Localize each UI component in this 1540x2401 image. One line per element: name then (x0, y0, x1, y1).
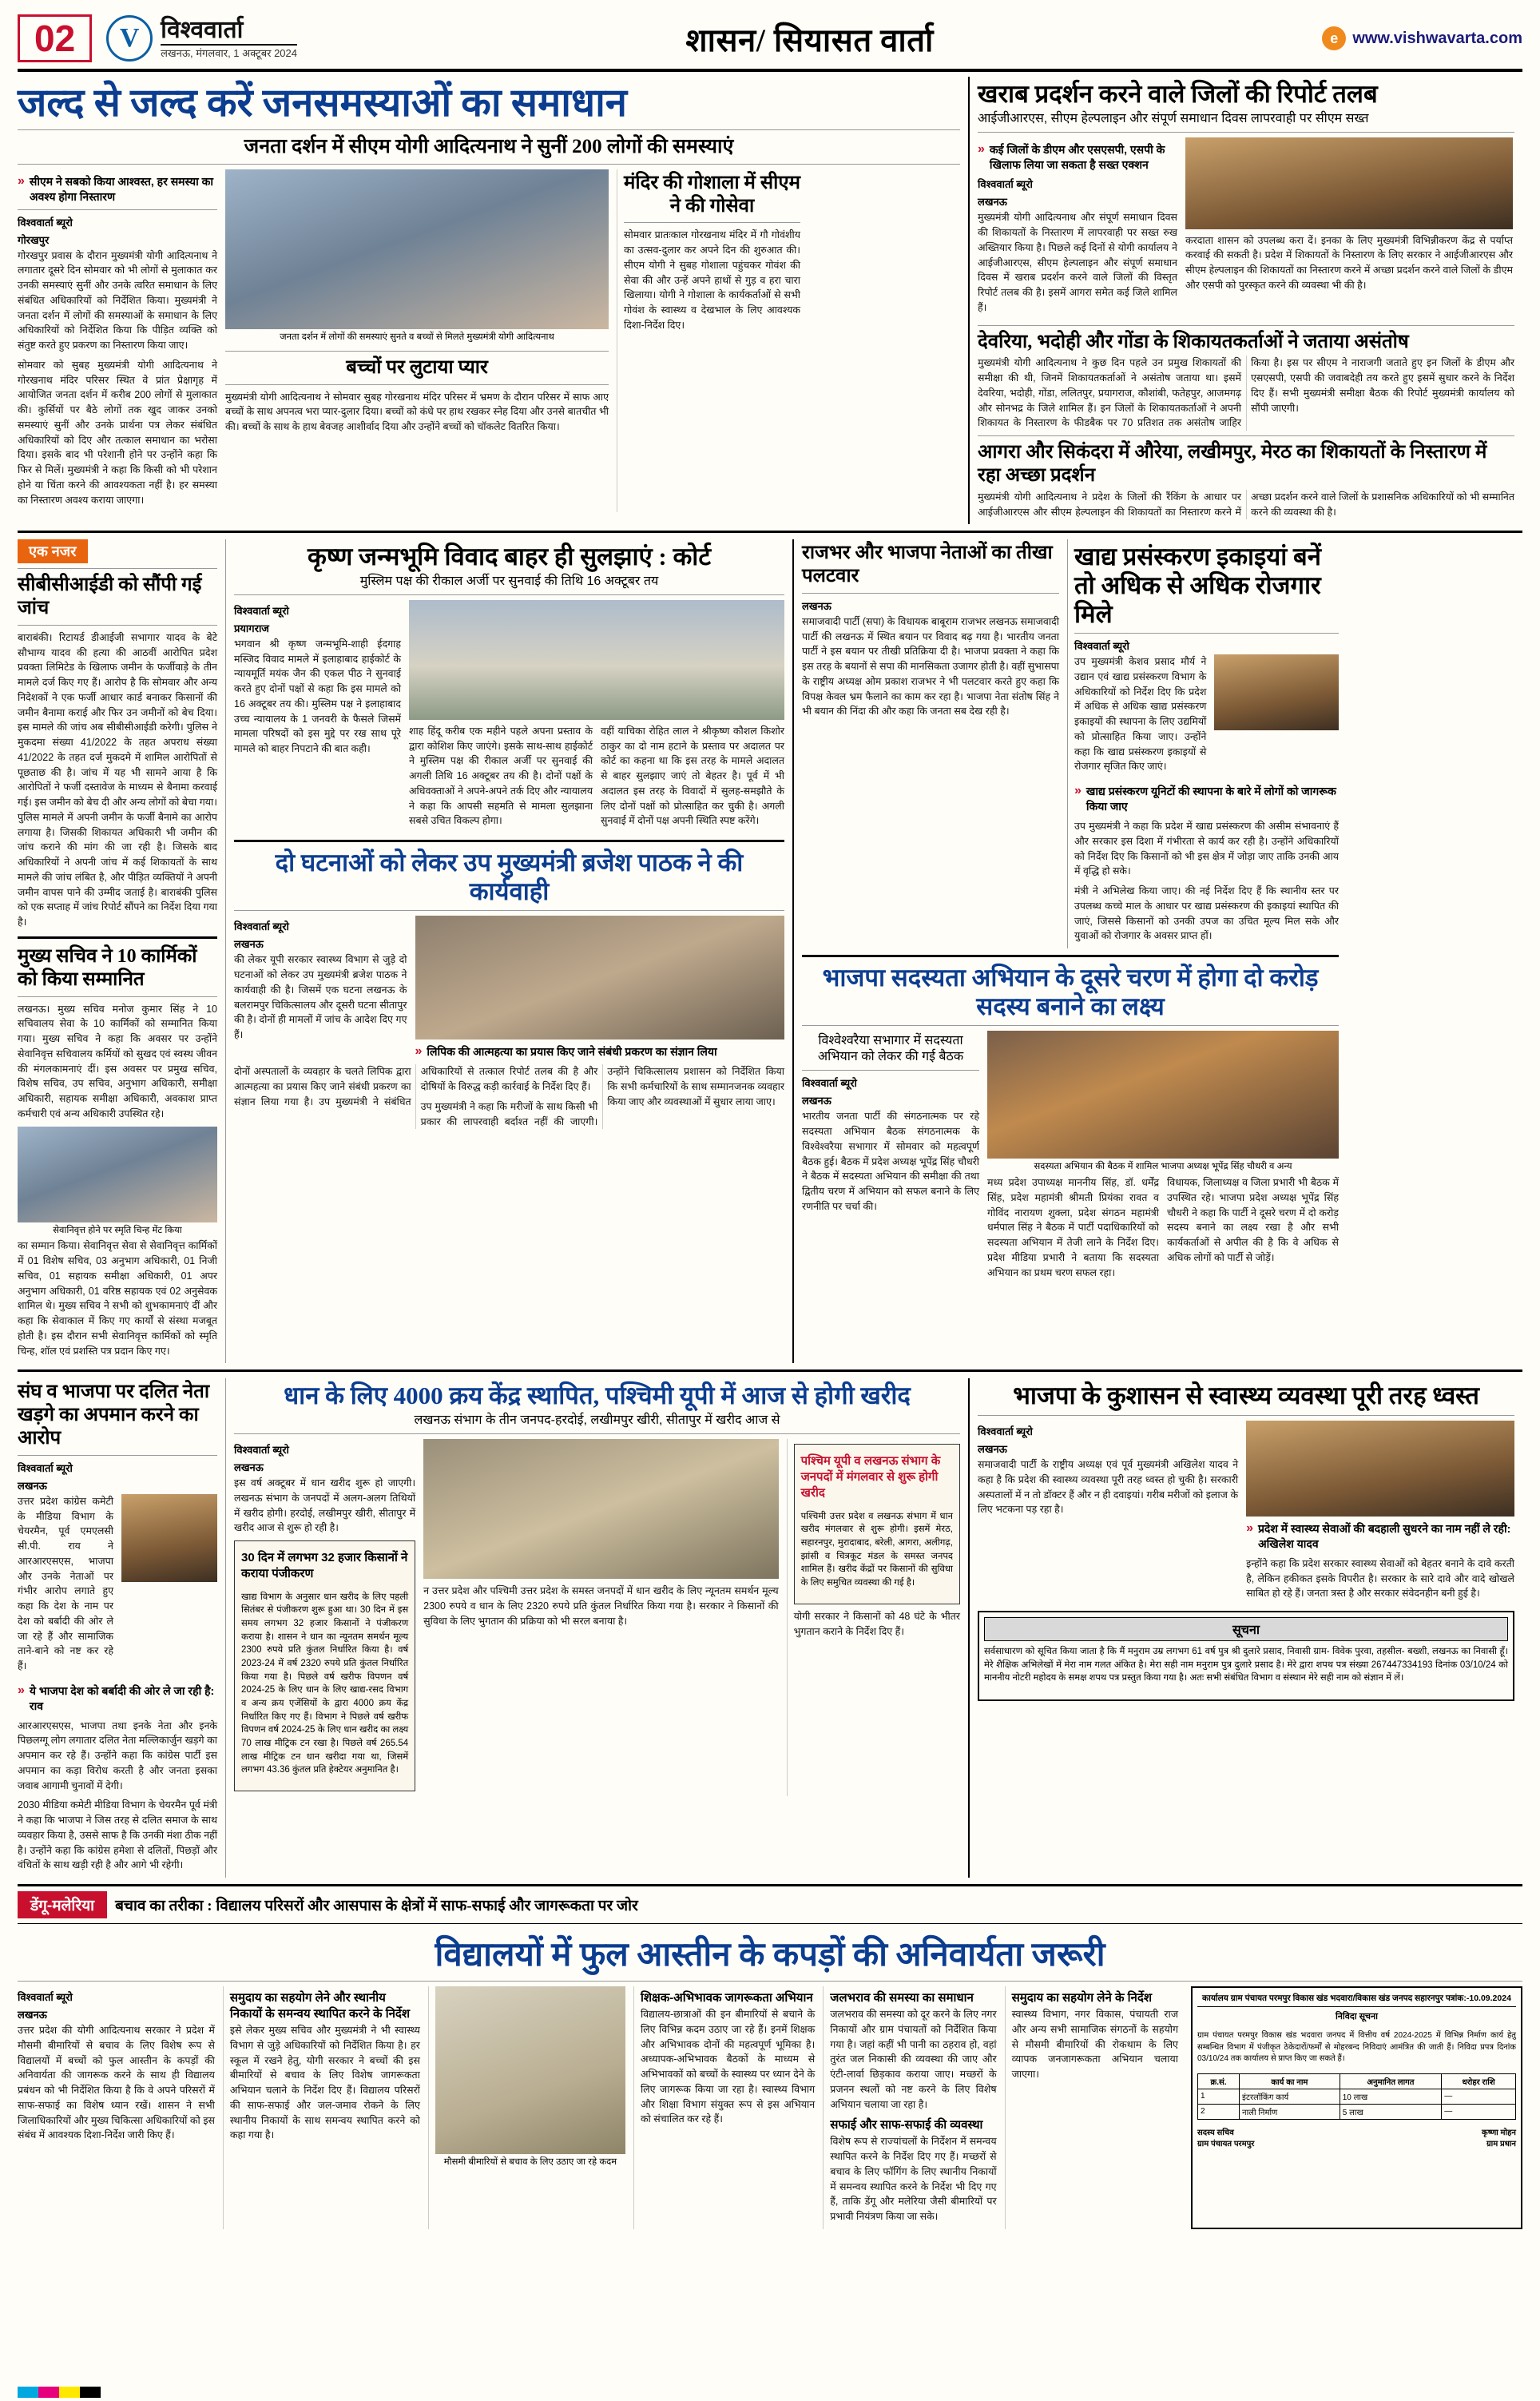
kharge-dateline: लखनऊ (18, 1479, 47, 1492)
paddy-registration-box (234, 1540, 415, 1791)
secondary-deck: आईजीआरएस, सीएम हेल्पलाइन और संपूर्ण समाधान दिवस लापरवाही पर सीएम सख्त (978, 111, 1369, 125)
pathak-headline: दो घटनाओं को लेकर उप मुख्यमंत्री ब्रजेश पाठक ने की कार्यवाही (275, 849, 744, 905)
secondary-story (968, 77, 1514, 524)
gov-cell-1-2: 5 लाख (1340, 2104, 1441, 2119)
logo-icon: V (106, 15, 153, 62)
court-para-1: भगवान श्री कृष्ण जन्मभूमि-शाही ईदगाह मस्जिद विवाद मामले में इलाहाबाद हाईकोर्ट के न्यायमूर्ति मयंक जैन की एकल पीठ ने सुनवाई करते हुए दोनों पक्षों से कहा कि इस मामले को 16 अक्टूबर तय की। मुस्लिम पक्ष ने इलाहाबाद उच्च न्यायालय के 1 जनवरी के फैसले जिसमें मामला परिषदों को इस मुद्दे पर रख साथ पूरे मामले को बाहर निपटाने की बात कही। (234, 638, 401, 755)
gaushala-body: सोमवार प्रातःकाल गोरखनाथ मंदिर में गौ गोवंशीय का उत्सव-दुलार कर अपने दिन की शुरुआत की। सीएम योगी ने सुबह गोशाला पहुंचकर गोवंश की सेवा की और उन्हें अपने हाथों से गुड़ व हरा चारा खिलाया। योगी ने गोशाला के कार्यकर्ताओं से सभी गोवंश के स्वास्थ्य व देखभाल के लिए आवश्यक दिशा-निर्देश दिए। (624, 229, 800, 331)
membership-dateline: लखनऊ (802, 1095, 832, 1107)
secondary-dateline: लखनऊ (978, 196, 1007, 209)
lead-story (18, 77, 960, 524)
gov-sign-left-2: ग्राम पंचायत परमपुर (1197, 2139, 1255, 2149)
pathak-dateline: लखनऊ (234, 938, 264, 951)
ek-nazar-tag: एक नजर (18, 539, 88, 563)
lead-photo-caption: जनता दर्शन में लोगों की समस्याएं सुनते व बच्चों से मिलते मुख्यमंत्री योगी आदित्यनाथ (280, 332, 554, 342)
secondary-byline: विश्ववार्ता ब्यूरो (978, 178, 1033, 191)
cmyk-black (80, 2387, 101, 2398)
food-pullquote-text: खाद्य प्रसंस्करण यूनिटों की स्थापना के बारे में लोगों को जागरूक किया जाए (1086, 785, 1336, 813)
kharge-byline: विश्ववार्ता ब्यूरो (18, 1461, 73, 1474)
chevron-icon: » (18, 1683, 25, 1697)
gov-cell-1-3: — (1442, 2104, 1516, 2119)
membership-caption: सदस्यता अभियान की बैठक में शामिल भाजपा अध्यक्ष भूपेंद्र सिंह चौधरी व अन्य (1034, 1162, 1292, 1172)
chief-secretary-photo (18, 1127, 217, 1222)
chevron-icon: » (415, 1044, 423, 1059)
right-lower-column (968, 1378, 1514, 1878)
health-byline: विश्ववार्ता ब्यूरो (978, 1425, 1033, 1438)
gov-cell-0-2: 10 लाख (1340, 2089, 1441, 2104)
table-row (1197, 2089, 1515, 2104)
gov-cell-0-0: 1 (1197, 2089, 1239, 2104)
dengue-col-2 (223, 1986, 420, 2229)
membership-headline: भाजपा सदस्यता अभियान के दूसरे चरण में होगा दो करोड़ सदस्य बनाने का लक्ष्य (822, 964, 1319, 1020)
paddy-reg-text: खाद्य विभाग के अनुसार धान खरीद के लिए पहली सितंबर से पंजीकरण शुरू हुआ था। 30 दिन में इस समय लगभग 32 हजार किसानों ने पंजीकरण कराया है। शासन ने धान का न्यूनतम समर्थन मूल्य 2300 रुपये प्रति कुंतल निर्धारित किया है। वर्ष 2023-24 में वर्ष 2320 रुपये प्रति कुंतल निर्धारित किया गया है। पिछले वर्ष खरीफ विपणन वर्ष 2024-25 के लिए धान के लिए खाद्य-रसद विभाग व अन्य क्रय एजेंसियों के द्वारा 4000 क्रय केंद्र निर्धारित किए गए हैं। विभाग ने पिछले वर्ष खरीफ विपणन वर्ष 2024-25 के लिए धान खरीद का लक्ष्य 70 लाख मीट्रिक टन रखा है। पिछले वर्ष 265.54 लाख मीट्रिक टन धान खरीदा गया था, जिसमें लगभग 43.36 कुंतल प्रति हेक्टेयर अनुमानित है। (241, 1592, 409, 1775)
chevron-icon: » (1246, 1521, 1253, 1536)
paddy-headline: धान के लिए 4000 क्रय केंद्र स्थापित, पश्चिमी यूपी में आज से होगी खरीद (284, 1381, 911, 1410)
children-box-headline: बच्चों पर लुटाया प्यार (346, 356, 488, 378)
food-byline: विश्ववार्ता ब्यूरो (1074, 640, 1129, 653)
court-story (225, 539, 784, 1363)
page-number: 02 (18, 14, 92, 62)
lead-dateline: गोरखपुर (18, 233, 50, 246)
secondary-para-2: करदाता शासन को उपलब्ध करा दें। इनका के लिए मुख्यमंत्री विभिन्नीकरण केंद्र से पर्याप्त करवाई की सकती है। प्रदेश में शिकायतों के निस्तारण के लिए सरकार ने आईजीआरएस और सीएम हेल्पलाइन की शिकायतों का निस्तारण करने में अच्छा प्रदर्शन करने वाले जिलों के डीएम और एसपी को पुरस्कृत करने की व्यवस्था भी की है। (1185, 234, 1513, 291)
lead-photo (225, 169, 609, 329)
gov-sign-right: कृष्णा मोहन (1482, 2128, 1516, 2137)
dengue-col-1 (18, 1986, 215, 2229)
public-notice (978, 1611, 1514, 1701)
food-photo (1214, 654, 1339, 730)
lead-pullquote-text: सीएम ने सबको किया आश्वस्त, हर समस्या का अवश्य होगा निस्तारण (29, 174, 213, 203)
dengue-col4-head: जलभराव की समस्या का समाधान (830, 1991, 974, 2005)
kharge-para-2: आरआरएसएस, भाजपा तथा इनके नेता और इनके पिछलग्गू लोग लगातार दलित नेता मल्लिकार्जुन खड़गे का अपमान कर रहे हैं। उन्होंने कहा कि कांग्रेस पार्टी इस अपमान का कड़ा विरोध करती है और जनता इसका जवाब आगामी चुनावों में देगी। (18, 1719, 217, 1791)
gov-cell-0-3: — (1442, 2089, 1516, 2104)
dengue-section-bar (18, 1884, 1522, 1924)
lead-byline: विश्ववार्ता ब्यूरो (18, 216, 73, 229)
health-pullquote (1246, 1521, 1514, 1552)
lead-headline: जल्द से जल्द करें जनसमस्याओं का समाधान (18, 81, 627, 125)
pathak-para-1: की लेकर यूपी सरकार स्वास्थ्य विभाग से जुड़े दो घटनाओं को लेकर उप मुख्यमंत्री ब्रजेश पाठक ने कार्यवाही की है। जिसमें एक घटना लखनऊ के बलरामपुर चिकित्सालय और दूसरी घटना सीतापुर की है। दोनों ही मामलों में जांच के आदेश दिए गए हैं। (234, 954, 407, 1041)
court-headline: कृष्ण जन्मभूमि विवाद बाहर ही सुलझाएं : कोर्ट (308, 543, 711, 571)
dengue-bar-text: बचाव का तरीका : विद्यालय परिसरों और आसपास के क्षेत्रों में साफ-सफाई और जागरूकता पर जोर (115, 1898, 638, 1915)
membership-byline: विश्ववार्ता ब्यूरो (802, 1077, 857, 1090)
paddy-dateline: लखनऊ (234, 1461, 264, 1474)
mosquito-photo (435, 1986, 625, 2154)
membership-photo (987, 1031, 1339, 1159)
secondary-photo (1185, 137, 1513, 229)
kharge-pullquote (18, 1683, 217, 1714)
pathak-pullquote (415, 1044, 785, 1059)
court-deck: मुस्लिम पक्ष की रीकाल अर्जी पर सुनवाई की तिथि 16 अक्टूबर तय (359, 574, 659, 588)
pathak-byline: विश्ववार्ता ब्यूरो (234, 920, 289, 933)
gov-notice-header-2: पत्रांक:-10.09.2024 (1445, 1994, 1511, 2004)
paddy-byline: विश्ववार्ता ब्यूरो (234, 1444, 289, 1457)
food-para-3: मंत्री ने अभिलेख किया जाए। की नई निर्देश दिए हैं कि स्थानीय स्तर पर उपलब्ध कच्चे माल के आधार पर खाद्य प्रसंस्करण की इकाइयां स्थापित की जाएं, जिससे किसानों को उनकी उपज का उचित मूल्य मिल सके और युवाओं को रोजगार के अवसर प्राप्त हों। (1074, 885, 1339, 942)
cmyk-cyan (18, 2387, 38, 2398)
health-para-2: इन्होंने कहा कि प्रदेश सरकार स्वास्थ्य सेवाओं को बेहतर बनाने के दावे करती है, लेकिन हकीकत इसके विपरीत है। सरकार के सारे दावे और वादे खोखले साबित हो रहे हैं। जनता त्रस्त है और सरकार संवेदनहीन बनी हुई है। (1246, 1557, 1514, 1600)
dengue-col6-head: सफाई और साफ-सफाई की व्यवस्था (830, 2118, 983, 2133)
dengue-zone (18, 1986, 1522, 2229)
dengue-col2-head: समुदाय का सहयोग लेने और स्थानीय निकायों के समन्वय स्थापित करने के निर्देश (229, 1991, 411, 2021)
lower-zone (18, 1378, 1522, 1878)
paddy-lead-para: इस वर्ष अक्टूबर में धान खरीद शुरू हो जाएगी। लखनऊ संभाग के जनपदों में अलग-अलग तिथियों में खरीद होगी। हरदोई, लखीमपुर खीरी, सीतापुर में खरीद आज से शुरू हो रही है। (234, 1477, 416, 1534)
chief-secretary-body-2: का सम्मान किया। सेवानिवृत्त सेवा से सेवानिवृत्त कार्मिकों में 01 विशेष सचिव, 03 अनुभाग अधिकारी, 01 निजी सचिव, 01 सहायक समीक्षा अधिकारी, 01 अपर अनुभाग अधिकारी, 01 वरिष्ठ सहायक एवं 02 अनुसेवक शामिल थे। मुख्य सचिव ने सभी को शुभकामनाएं दीं और कहा कि सेवाकाल में किए गए कार्यों से संस्था मजबूत होती है। इस दौरान सभी सेवानिवृत्त कार्मिकों को स्मृति चिन्ह, शॉल एवं प्रशस्ति पत्र प्रदान किए गए। (18, 1240, 217, 1357)
health-para-1: समाजवादी पार्टी के राष्ट्रीय अध्यक्ष एवं पूर्व मुख्यमंत्री अखिलेश यादव ने कहा है कि प्रदेश की स्वास्थ्य व्यवस्था पूरी तरह ध्वस्त हो चुकी है। सरकारी अस्पतालों में न तो डॉक्टर हैं और न ही दवाइयां। गरीब मरीजों को इलाज के लिए भटकना पड़ रहा है। (978, 1459, 1239, 1516)
gov-cell-1-0: 2 (1197, 2104, 1239, 2119)
dengue-col2-body: इसे लेकर मुख्य सचिव और मुख्यमंत्री ने भी स्वास्थ्य विभाग से जुड़े अधिकारियों को निर्देशित किया है। हर स्कूल में रखने हेतु, योगी सरकार ने बच्चों की इस बीमारियों से बचाव के लिए विशेष जागरूकता अभियान चलाने के निर्देश दिए हैं। विद्यालय परिसरों की साफ-सफाई और जल-जमाव रोकने के लिए स्थानीय निकायों के साथ समन्वय स्थापित करने को कहा गया है। (229, 2025, 420, 2141)
paddy-reg-head: 30 दिन में लगभग 32 हजार किसानों ने कराया पंजीकरण (241, 1551, 408, 1581)
gov-th-2: अनुमानित लागत (1340, 2073, 1441, 2089)
dengue-col6-body: विशेष रूप से राज्यांचलों के निर्देशन में समन्वय स्थापित करने के निर्देश दिए गए हैं। मच्छरों से बचाव के लिए फॉगिंग के लिए स्थानीय निकायों में समन्वय स्थापित करने के निर्देश भी दिए गए हैं, ताकि डेंगू और मलेरिया जैसी बीमारियों पर प्रभावी नियंत्रण किया जा सके। (830, 2136, 997, 2223)
gov-notice-table (1197, 2073, 1516, 2120)
gov-cell-1-1: नाली निर्माण (1240, 2104, 1340, 2119)
paddy-side-text: पश्चिमी उत्तर प्रदेश व लखनऊ संभाग में धान खरीद मंगलवार से शुरू होगी। इसमें मेरठ, सहारनपुर, मुरादाबाद, बरेली, आगरा, अलीगढ़, झांसी व चित्रकूट मंडल के समस्त जनपद शामिल हैं। खरीद केंद्रों पर किसानों की सुविधा के लिए समुचित व्यवस्था की गई है। (800, 1511, 953, 1588)
chief-secretary-body: लखनऊ। मुख्य सचिव मनोज कुमार सिंह ने 10 सचिवालय सेवा के 10 कार्मिकों को सम्मानित किया गया। मुख्य सचिव ने कहा कि अवसर पर उन्होंने सेवानिवृत्त सचिवालय कर्मियों को सुखद एवं स्वस्थ जीवन की मंगलकामनाएं दीं। इस अवसर पर प्रमुख सचिव, विशेष सचिव, उप सचिव, अनुभाग अधिकारी, समीक्षा अधिकारी, सहायक समीक्षा अधिकारी, अवकाश प्राप्त कर्मचारी एवं अन्य अधिकारी उपस्थित रहे। (18, 1003, 217, 1119)
lead-para-2: सोमवार को सुबह मुख्यमंत्री योगी आदित्यनाथ ने गोरखनाथ मंदिर परिसर स्थित वे प्रांत प्रेक्षागृह में आयोजित जनता दर्शन में करीब 200 लोगों से मुलाकात की। कुर्सियों पर बैठे लोगों तक खुद जाकर उनको समस्याएं सुनीं और उनके प्रार्थना पत्र लेकर संबंधित अधिकारियों को दिए और तत्काल समाधान का भरोसा दिया। इसके बाद भी परेशानी होने पर उन्होंने कहा कि फिर से मिलें। मुख्यमंत्री ने कहा कि किसी को भी परेशान होने या चिंता करने की आवश्यकता नहीं है। हर समस्या का निस्तारण अवश्य कराया जाएगा। (18, 359, 217, 506)
dengue-col-5 (1005, 1986, 1178, 2229)
website-url: www.vishwavarta.com (1352, 29, 1522, 47)
rajbhar-body: समाजवादी पार्टी (सपा) के विधायक बाबूराम राजभर लखनऊ समाजवादी पार्टी की लखनऊ में स्थित बयान पर विवाद बढ़ गया है। भारतीय जनता पार्टी ने इस बयान पर तीखी प्रतिक्रिया दी है। भाजपा प्रवक्ता ने कहा कि इस तरह के बयानों से सपा की मानसिकता उजागर होती है। वहीं सुभासपा के राष्ट्रीय अध्यक्ष ओम प्रकाश राजभर ने भी पलटवार करते हुए कहा कि विपक्ष केवल भ्रम फैलाने का काम कर रहा है। भाजपा नेता संतोष सिंह ने भी बयान की निंदा की और कहा कि जनता सब देख रही है। (802, 615, 1059, 718)
dengue-col5-head: समुदाय का सहयोग लेने के निर्देश (1011, 1991, 1153, 2005)
dengue-col3-body: विद्यालय-छात्राओं की इन बीमारियों से बचाने के लिए विभिन्न कदम उठाए जा रहे हैं। इनमें शिक्षक और अभिभावक दोनों की महत्वपूर्ण भूमिका है। अध्यापक-अभिभावक बैठकों के माध्यम से अभिभावकों को बच्चों के स्वास्थ्य पर ध्यान देने के लिए जागरूक किया जा रहा है। स्वास्थ्य विभाग और शिक्षा विभाग संयुक्त रूप से इस अभियान को संचालित कर रहे हैं। (640, 2009, 816, 2125)
secondary-para-1: मुख्यमंत्री योगी आदित्यनाथ और संपूर्ण समाधान दिवस की शिकायतों के निस्तारण में लापरवाही पर सख्त रुख अख्तियार किया है। पिछले कई दिनों से योगी कार्यालय ने आईजीआरएस, सीएम हेल्पलाइन और संपूर्ण समाधान दिवस में खराब प्रदर्शन करने वाले जिलों की विस्तृत रिपोर्ट तलब की है। इसमें आगरा समेत कई जिले शामिल हैं। (978, 212, 1177, 313)
rajbhar-head: राजभर और भाजपा नेताओं का तीखा पलटवार (802, 543, 1053, 587)
publication-name: विश्ववार्ता (161, 18, 297, 46)
cmyk-yellow (59, 2387, 80, 2398)
membership-deck: विश्वेश्वरैया सभागार में सदस्यता अभियान को लेकर की गई बैठक (817, 1034, 964, 1064)
publication-logo (106, 15, 297, 62)
sub-item-0-head: देवरिया, भदोही और गोंडा के शिकायतकर्ताओं ने जताया असंतोष (978, 331, 1409, 352)
paddy-side-box (794, 1444, 960, 1604)
court-byline: विश्ववार्ता ब्यूरो (234, 604, 289, 617)
publication-dateline: लखनऊ, मंगलवार, 1 अक्टूबर 2024 (161, 47, 297, 60)
paddy-deck: लखनऊ संभाग के तीन जनपद-हरदोई, लखीमपुर खीरी, सीतापुर में खरीद आज से (414, 1413, 780, 1428)
court-para-2: शाह हिंदू करीब एक महीने पहले अपना प्रस्ताव के द्वारा कोशिश किए जाएंगे। इसके साथ-साथ हाईकोर्ट ने मुस्लिम पक्ष की रीकाल अर्जी पर सुनवाई की अगली तिथि 16 अक्टूबर तय की है। दोनों पक्षों के अधिवक्ताओं ने अपने-अपने तर्क दिए और न्यायालय ने कहा कि आपसी सहमति से मामला सुलझाना सबसे उचित विकल्प होगा। (409, 725, 593, 827)
kharge-para-3: 2030 मीडिया कमेटी मीडिया विभाग के चेयरमैन पूर्व मंत्री ने कहा कि भाजपा ने जिस तरह से दलित समाज के साथ व्यवहार किया है, उससे साफ है कि उनकी मंशा ठीक नहीं है। उन्होंने कहा कि कांग्रेस हमेशा से दलितों, पिछड़ों और वंचितों के साथ खड़ी रही है और आगे भी रहेगी। (18, 1799, 217, 1871)
pathak-pullquote-text: लिपिक की आत्महत्या का प्रयास किए जाने संबंधी प्रकरण का संज्ञान लिया (427, 1045, 717, 1059)
pathak-photo (415, 916, 785, 1040)
gov-th-1: कार्य का नाम (1240, 2073, 1340, 2089)
paddy-story (225, 1378, 960, 1878)
gov-notice-title: निविदा सूचना (1335, 2012, 1378, 2022)
gov-notice-header-1: कार्यालय ग्राम पंचायत परमपुर विकास खंड भदवारा/विकास खंड जनपद सहारनपुर (1202, 1994, 1443, 2004)
dengue-col4-body: जलभराव की समस्या को दूर करने के लिए नगर निकायों और ग्राम पंचायतों को निर्देशित किया गया है। जहां कहीं भी पानी का ठहराव हो, वहां तुरंत जल निकासी की व्यवस्था की जाए और एंटी-लार्वा छिड़काव कराया जाए। मच्छरों के प्रजनन स्थलों को नष्ट करने के लिए विशेष अभियान चलाया जा रहा है। (830, 2009, 997, 2110)
gov-sign-left: सदस्य सचिव (1197, 2128, 1234, 2137)
cmyk-magenta (38, 2387, 59, 2398)
lead-pullquote (18, 174, 217, 205)
gov-cell-0-1: इंटरलॉकिंग कार्य (1240, 2089, 1340, 2104)
gov-notice-body: ग्राम पंचायत परमपुर विकास खंड भदवारा जनपद में वित्तीय वर्ष 2024-2025 में विभिन्न निर्माण कार्य हेतु सम्बन्धित विभाग में पंजीकृत ठेकेदारों/फर्मों से मोहरबन्द निविदाएं आमंत्रित की जाती हैं। निविदा प्रपत्र दिनांक 03/10/24 तक कार्यालय से प्राप्त किए जा सकते हैं। (1197, 2031, 1516, 2064)
secondary-headline: खराब प्रदर्शन करने वाले जिलों की रिपोर्ट तलब (978, 80, 1378, 108)
chief-secretary-headline: मुख्य सचिव ने 10 कार्मिकों को किया सम्मानित (18, 945, 197, 990)
paddy-footer-note: योगी सरकार ने किसानों को 48 घंटे के भीतर भुगतान कराने के निर्देश दिए हैं। (793, 1611, 960, 1637)
chevron-icon: » (18, 173, 25, 188)
pathak-para-3: उप मुख्यमंत्री ने कहा कि मरीजों के साथ किसी भी प्रकार की लापरवाही बर्दाश्त नहीं की जाएगी। उन्होंने चिकित्सालय प्रशासन को निर्देशित किया कि सभी कर्मचारियों के साथ सम्मानजनक व्यवहार किया जाए और व्यवस्थाओं में सुधार लाया जाए। (420, 1066, 784, 1127)
gov-th-3: धरोहर राशि (1442, 2073, 1516, 2089)
top-zone (18, 77, 1522, 524)
dengue-photo-col (428, 1986, 625, 2229)
dengue-tag: डेंगू-मलेरिया (18, 1891, 107, 1918)
cmyk-registration-bar (18, 2387, 101, 2398)
kharge-story (18, 1378, 217, 1878)
health-headline: भाजपा के कुशासन से स्वास्थ्य व्यवस्था पूरी तरह ध्वस्त (1013, 1381, 1479, 1410)
chief-secretary-caption: सेवानिवृत्त होने पर स्मृति चिन्ह मेंट किया (53, 1225, 182, 1235)
membership-para-1: भारतीय जनता पार्टी की संगठनात्मक पर रहे सदस्यता अभियान बैठक संगठनात्मक के विश्वेश्वरैया सभागार में सोमवार को महत्वपूर्ण बैठक हुई। बैठक में प्रदेश अध्यक्ष भूपेंद्र सिंह चौधरी ने बैठक में सदस्यता अभियान की समीक्षा की तथा द्वितीय चरण में अभियान को सफल बनाने के लिए रणनीति पर चर्चा की। (802, 1111, 979, 1212)
website-link[interactable] (1322, 26, 1522, 50)
middle-zone (18, 539, 1522, 1363)
secondary-pullquote-text: कई जिलों के डीएम और एसएसपी, एसपी के खिलाफ लिया जा सकता है सख्त एक्शन (989, 142, 1165, 171)
gov-th-0: क्र.सं. (1197, 2073, 1239, 2089)
kharge-photo (121, 1494, 217, 1582)
dengue-para-1: उत्तर प्रदेश की योगी आदित्यनाथ सरकार ने प्रदेश में मौसमी बीमारियों से बचाव के लिए विशेष रूप से विद्यालयों में बच्चों को फुल आस्तीन के कपड़ों की अनिवार्यता की जागरूक करने के साथ ही विद्यालय प्रबंधन को भी निर्देशित किया है कि वे अपने परिसरों में साफ-सफाई का विशेष ध्यान रखें। शासन ने सभी जिलाधिकारियों और मुख्य चिकित्सा अधिकारियों को इस संबंध में आवश्यक दिशा-निर्देश जारी किए हैं। (18, 2025, 215, 2141)
dengue-dateline: लखनऊ (18, 2009, 47, 2021)
dengue-col-4 (823, 1986, 996, 2229)
pathak-para-2: दोनों अस्पतालों के व्यवहार के चलते लिपिक द्वारा आत्महत्या का प्रयास किए जाने संबंधी प्रकरण का संज्ञान लिया गया है। उप मुख्यमंत्री ने संबंधित अधिकारियों से तत्काल रिपोर्ट तलब की है और दोषियों के विरुद्ध कड़ी कार्रवाई के निर्देश दिए हैं। (234, 1066, 598, 1107)
ek-nazar-body: बाराबंकी। रिटायर्ड डीआईजी सभागार यादव के बेटे सौभाग्य यादव की हत्या की आठवीं आरोपित प्रदेश प्रवक्ता लिमिटेड के खिलाफ जमीन के फर्जीवाड़े के तीन मामले दर्ज किए गए हैं। आरोप है कि सोमवार और अन्य निदेशकों ने एक फर्जी आधार कार्ड बनाकर किसानों की जमीन बैनामा कराई और फिर उन जमीनों को बेच दिया। इस मामले की जांच अब सीबीसीआईडी करेगी। पुलिस ने मुकदमा संख्या 41/2022 के तहत अपराध संख्या 41/2022 के तहत दर्ज मुकदमे में शामिल आरोपितों से पूछताछ की है। जांच में यह भी सामने आया है कि आरोपितों ने फर्जी दस्तावेज के माध्यम से बैनामा करवाई गई। इस जमीन को बेच दी और अन्य लोगों को बेचा गया। पुलिस मामले में अपनी जमीन के फर्जी बैनामे का आरोप लगाया है। जिसकी शिकायत अधिकारी भी जमीन की जांच कराने की मांग की जा रही है। जिसके बाद अधिकारियों ने अपनी जांच में कई शिकायतों के साथ मामले की जांच लंबित है, और पीड़ित व्यक्तियों ने अपनी जमीन वापस पाने की उम्मीद जताई है। बाराबंकी पुलिस को एक सप्ताह में जांच रिपोर्ट सौंपने का निर्देश दिया गया है। (18, 631, 217, 928)
notice-text: सर्वसाधारण को सूचित किया जाता है कि मैं मनुराम उम्र लगभग 61 वर्ष पुत्र श्री दुलारे प्रसाद, निवासी ग्राम- विवेक पुरवा, तहसील- बख्शी, लखनऊ का निवासी हूँ। मेरे शैक्षिक अभिलेखों में मेरा नाम गलत अंकित है। मेरा सही नाम मनुराम पुत्र दुलारे प्रसाद है। मेरे द्वारा शपथ पत्र संख्या 267447334193 दिनांक 03/10/24 को माननीय नोटरी महोदय के समक्ष शपथ पत्र प्रस्तुत किया गया है। अतः सभी संबंधित विभाग व संस्थान मेरे सही नाम को संज्ञान में लें। (984, 1647, 1508, 1683)
health-pullquote-text: प्रदेश में स्वास्थ्य सेवाओं की बदहाली सुधरने का नाम नहीं ले रही: अखिलेश यादव (1257, 1522, 1511, 1550)
sub-item-1-head: आगरा और सिकंदरा में औरेया, लखीमपुर, मेरठ का शिकायतों के निस्तारण में रहा अच्छा प्रदर्शन (978, 442, 1487, 487)
paddy-photo (423, 1439, 778, 1579)
paddy-side-head: पश्चिम यूपी व लखनऊ संभाग के जनपदों में मंगलवार से शुरू होगी खरीद (800, 1454, 941, 1501)
food-pullquote (1074, 784, 1339, 814)
membership-para-2: मध्य प्रदेश उपाध्यक्ष माननीय सिंह, डॉ. धर्मेंद्र सिंह, प्रदेश महामंत्री श्रीमती प्रियंका रावत व गोविंद नारायण शुक्ला, प्रदेश संगठन महामंत्री धर्मपाल सिंह ने बैठक में पार्टी पदाधिकारियों को सदस्यता अभियान में तेजी लाने के निर्देश दिए। प्रदेश मीडिया प्रभारी ने बताया कि सदस्यता अभियान का प्रथम चरण सफल रहा। (987, 1177, 1159, 1278)
mosquito-caption: मौसमी बीमारियों से बचाव के लिए उठाए जा रहे कदम (443, 2157, 617, 2168)
lead-subhead: जनता दर्शन में सीएम योगी आदित्यनाथ ने सुनीं 200 लोगों की समस्याएं (244, 135, 734, 157)
sub-item-0-text: मुख्यमंत्री योगी आदित्यनाथ ने कुछ दिन पहले उन प्रमुख शिकायतों की समीक्षा की थी, जिनमें शिकायतकर्ताओं ने असंतोष जताया था। इसमें देवरिया, भदोही, गोंडा, ललितपुर, प्रयागराज, कौशांबी, फतेहपुर, आजमगढ़ और सोनभद्र के जिले शामिल हैं। इन जिलों के शिकायतकर्ताओं ने अपनी शिकायत के निस्तारण के फीडबैक पर 70 प्रतिशत तक असंतोष जाहिर किया है। इस पर सीएम ने नाराजगी जताते हुए इन जिलों के डीएम और एसएसपी, एसपी की जवाबदेही तय करते हुए इसमें सुधार करने के निर्देश दिए हैं। सभी मुख्यमंत्री समीक्षा बैठक की रिपोर्ट मुख्यमंत्री कार्यालय को सौंपी जाएगी। (978, 357, 1514, 429)
sub-item-1-text: मुख्यमंत्री योगी आदित्यनाथ ने प्रदेश के जिलों की रैंकिंग के आधार पर आईजीआरएस और सीएम हेल्पलाइन की शिकायतों का निस्तारण करने में अच्छा प्रदर्शन करने वाले जिलों के प्रशासनिक अधिकारियों को भी सम्मानित करने की व्यवस्था की है। (978, 491, 1514, 518)
dengue-byline: विश्ववार्ता ब्यूरो (18, 1991, 73, 2004)
lead-para-1: गोरखपुर प्रवास के दौरान मुख्यमंत्री योगी आदित्यनाथ ने लगातार दूसरे दिन सोमवार को भी लोगों से मुलाकात कर उनकी समस्याएं सुनीं और उनके त्वरित समाधान के लिए संबंधित अधिकारियों को निर्देशित किया। मुख्यमंत्री ने जनता दर्शन में लोगों की समस्याओं के समाधान के लिए अधिकारियों को निर्देशित किया कि पीड़ित व्यक्ति को संतुष्ट करते हुए प्रकरण का निस्तारण किया जाए। (18, 249, 217, 352)
food-para-2: उप मुख्यमंत्री ने कहा कि प्रदेश में खाद्य प्रसंस्करण की असीम संभावनाएं हैं और सरकार इस दिशा में गंभीरता से कार्य कर रही है। उन्होंने अधिकारियों को निर्देश दिए कि किसानों को भी इस क्षेत्र में जोड़ा जाए ताकि उनकी आय में वृद्धि हो सके। (1074, 821, 1339, 877)
kharge-pullquote-text: ये भाजपा देश को बर्बादी की ओर ले जा रही है: राव (29, 1683, 215, 1712)
table-row (1197, 2104, 1515, 2119)
right-middle-column (792, 539, 1339, 1363)
food-headline: खाद्य प्रसंस्करण इकाइयां बनें तो अधिक से अधिक रोजगार मिले (1074, 543, 1321, 628)
notice-title: सूचना (984, 1617, 1508, 1641)
food-para-1: उप मुख्यमंत्री केशव प्रसाद मौर्य ने उद्यान एवं खाद्य प्रसंस्करण विभाग के अधिकारियों को निर्देश दिए कि प्रदेश में अधिक से अधिक खाद्य प्रसंस्करण इकाइयों की स्थापना के लिए उद्यमियों को प्रोत्साहित किया जाए। उन्होंने कहा कि खाद्य प्रसंस्करण इकाइयों से रोजगार सृजित किए जाएं। (1074, 656, 1207, 773)
gov-sign-right-2: ग्राम प्रधान (1486, 2139, 1516, 2149)
health-dateline: लखनऊ (978, 1443, 1007, 1456)
gaushala-headline: मंदिर की गोशाला में सीएम ने की गोसेवा (624, 172, 800, 217)
court-para-3: वहीं याचिका रोहित लाल ने श्रीकृष्ण कौशल किशोर ठाकुर का दो नाम हटाने के प्रस्ताव पर अदालत पर कोर्ट का कहना था कि इस तरह के मामले अदालत से बाहर सुलझाए जाएं तो बेहतर है। पूर्व में भी अदालत इस तरह के विवादों में सुलह-समझौते के लिए दोनों पक्षों को प्रोत्साहित कर चुकी है। अगली सुनवाई में दोनों पक्ष अपनी स्थिति स्पष्ट करेंगे। (601, 725, 784, 827)
section-title: शासन/ सियासत वार्ता (685, 22, 934, 58)
government-tender-notice (1191, 1986, 1522, 2229)
dengue-headline: विद्यालयों में फुल आस्तीन के कपड़ों की अनिवार्यता जरूरी (435, 1937, 1105, 1974)
rajbhar-dateline: लखनऊ (802, 599, 832, 612)
chevron-icon: » (1074, 784, 1082, 798)
ek-nazar-column (18, 539, 217, 1363)
court-dateline: प्रयागराज (234, 622, 269, 634)
secondary-pullquote (978, 142, 1177, 173)
membership-para-3: विधायक, जिलाध्यक्ष व जिला प्रभारी भी बैठक में उपस्थित रहे। भाजपा प्रदेश अध्यक्ष भूपेंद्र सिंह चौधरी ने कहा कि पार्टी ने दूसरे चरण में दो करोड़ सदस्य बनाने का लक्ष्य रखा है और सभी कार्यकर्ताओं से अपील की है कि वे अधिक से अधिक लोगों को पार्टी से जोड़ें। (1167, 1177, 1339, 1263)
paddy-right-para: न उत्तर प्रदेश और पश्चिमी उत्तर प्रदेश के समस्त जनपदों में धान खरीद के लिए न्यूनतम समर्थन मूल्य 2300 रुपये व धान के लिए 2320 रुपये प्रति कुंतल निर्धारित किया गया है। सरकार ने किसानों की सुविधा के लिए भुगतान की प्रक्रिया को भी सरल बनाया है। (423, 1585, 779, 1627)
children-box-body: मुख्यमंत्री योगी आदित्यनाथ ने सोमवार सुबह गोरखनाथ मंदिर परिसर में भ्रमण के दौरान परिसर में साफ आए बच्चों के साथ अपनत्व भरा प्यार-दुलार दिया। बच्चों को कंधे पर हाथ रखकर स्नेह दिया और उनसे बातचीत भी की। बच्चों के साथ के हाथ बेवजह आशीर्वाद दिया और उन्होंने बच्चों को चॉकलेट वितरित किया। (225, 391, 609, 433)
ek-nazar-headline: सीबीसीआईडी को सौंपी गई जांच (18, 574, 202, 619)
dengue-col-3 (633, 1986, 815, 2229)
globe-icon: e (1322, 26, 1346, 50)
dengue-col5-body: स्वास्थ्य विभाग, नगर विकास, पंचायती राज और अन्य सभी सामाजिक संगठनों के सहयोग से मौसमी बीमारियों की रोकथाम के लिए व्यापक जनजागरूकता अभियान चलाया जाएगा। (1011, 2009, 1178, 2081)
dengue-col3-head: शिक्षक-अभिभावक जागरूकता अभियान (640, 1991, 813, 2005)
court-photo (409, 600, 784, 720)
chevron-icon: » (978, 141, 985, 156)
kharge-para-1: उत्तर प्रदेश कांग्रेस कमेटी के मीडिया विभाग के चेयरमैन, पूर्व एमएलसी सी.पी. राय ने आरआरएसएस, भाजपा और उनके नेताओं पर गंभीर आरोप लगाते हुए कहा कि देश के नाम पर देश को बर्बादी की ओर ले जा रहे हैं और सामाजिक ताने-बाने को नष्ट कर रहे हैं। (18, 1495, 113, 1672)
health-photo (1246, 1421, 1514, 1517)
masthead (18, 14, 1522, 72)
kharge-headline: संघ व भाजपा पर दलित नेता खड़गे का अपमान करने का आरोप (18, 1381, 210, 1449)
